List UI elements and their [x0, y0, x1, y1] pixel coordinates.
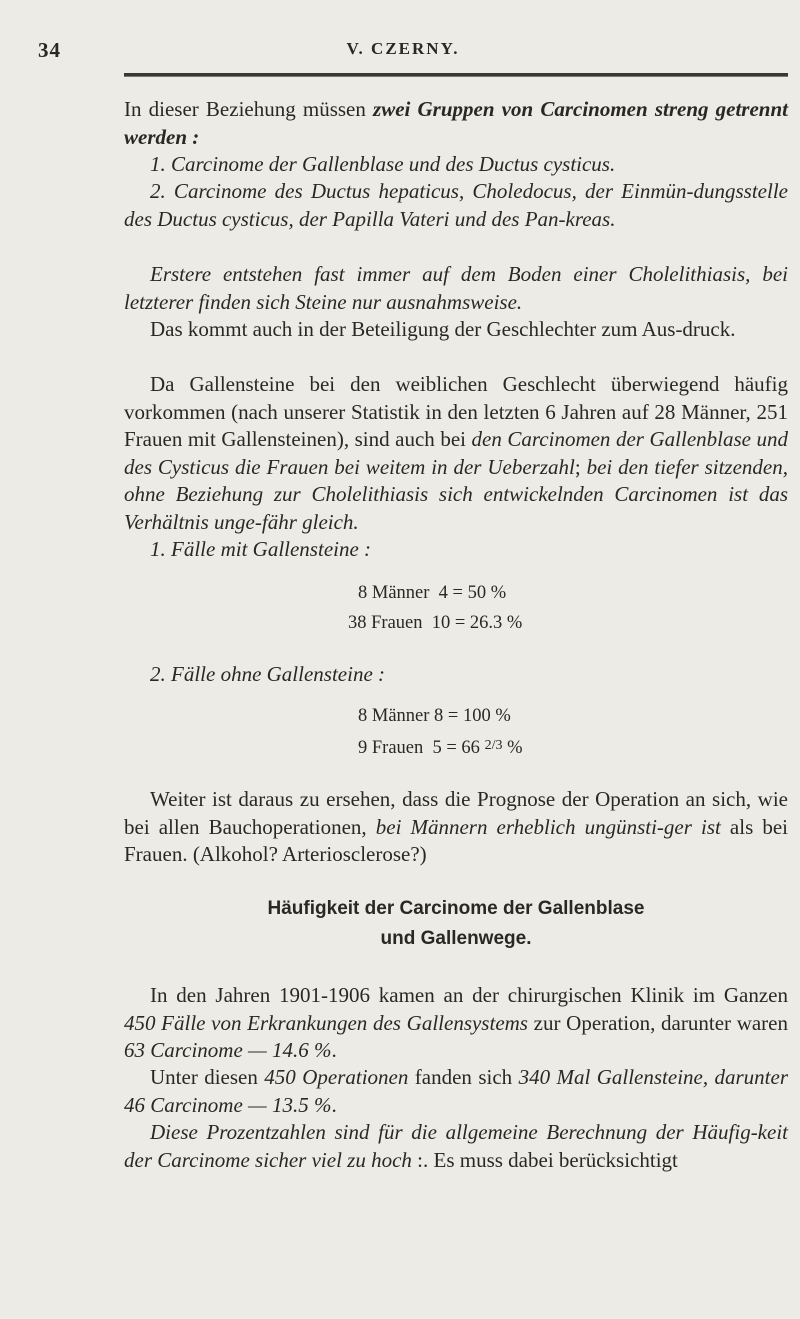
paragraph-intro [124, 96, 788, 151]
case-1-row-2: 38 Frauen 10 = 26.3 % [348, 613, 523, 633]
list-item-1-text: 1. Carcinome der Gallenblase und des Ductus cysticus. [150, 152, 616, 176]
paragraph-geschlechter [124, 316, 788, 344]
page-header [0, 38, 800, 68]
p7-text-a: Unter diesen [150, 1065, 265, 1089]
p6-emphasis-b: 450 Fälle von Erkrankungen des Gallensystems [124, 1010, 528, 1035]
p7-text-e: . [331, 1092, 337, 1117]
p5-emphasis-b: bei Männern erheblich ungünsti-ger ist [375, 814, 721, 839]
paragraph-prognose [124, 786, 788, 869]
case-2-title [124, 661, 788, 689]
section-heading: Häufigkeit der Carcinome der Gallenblase und Gallenwege. [267, 898, 645, 949]
p6-text-a: In den Jahren 1901-1906 kamen an der chirurgischen Klinik im Ganzen [150, 983, 788, 1007]
p8-emphasis-a: Diese Prozentzahlen sind für die allgemeine Berechnung der Häufig-keit der Carcinome sicher viel zu hoch [124, 1120, 788, 1172]
p8-text-b: :. Es muss dabei berücksichtigt [411, 1147, 678, 1172]
p7-text-c: fanden sich [408, 1065, 519, 1089]
list-item-1 [124, 151, 788, 179]
paragraph-gallensteine [124, 371, 788, 536]
case-2-row-2-fraction: 2/3 [484, 738, 503, 753]
case-1-title-text: 1. Fälle mit Gallensteine : [150, 537, 372, 561]
p4-text-a: Da Gallensteine bei den weiblichen Geschlecht überwiegend häufig vorkommen (nach unserer Statistik in den letzten 6 Jahren auf 28 Männer, 251 Frauen mit Gallensteinen), sind auch bei [124, 372, 788, 451]
case-2-row-1: 8 Männer 8 = 100 % [358, 706, 511, 726]
p5-text-a: Weiter ist daraus zu ersehen, dass die Prognose der Operation an sich, wie bei allen Bauchoperationen, [124, 787, 788, 839]
p5-text-c: als bei Frauen. (Alkohol? Arteriosclerose?) [124, 814, 788, 866]
paragraph-prozentzahlen [124, 1119, 788, 1174]
paragraph-erstere-text: Erstere entstehen fast immer auf dem Boden einer Cholelithiasis, bei letzterer finden sich Steine nur ausnahmsweise. [124, 262, 788, 314]
case-2-row-2-b: % [502, 738, 523, 758]
p6-text-c: zur Operation, darunter waren [527, 1010, 788, 1035]
p7-emphasis-d: 340 Mal Gallensteine, darunter 46 Carcinome — 13.5 % [124, 1065, 789, 1117]
list-item-2 [124, 178, 788, 233]
running-title: V. CZERNY. [346, 39, 460, 58]
header-rule [124, 73, 788, 77]
p4-emphasis-d: bei den tiefer sitzenden, ohne Beziehung zur Cholelithiasis sich entwickelnden Carcinomen ist das Verhältnis unge-fähr gleich. [124, 454, 788, 534]
paragraph-erstere [124, 261, 788, 316]
intro-text: In dieser Beziehung müssen [124, 97, 374, 121]
case-2-title-text: 2. Fälle ohne Gallensteine : [150, 662, 386, 686]
p6-emphasis-d: 63 Carcinome — 14.6 % [124, 1038, 332, 1062]
case-2-row-2 [358, 732, 523, 762]
paragraph-operationen [124, 1064, 788, 1119]
p4-text-c: ; [574, 454, 587, 479]
case-1-row-1: 8 Männer 4 = 50 % [358, 583, 507, 603]
paragraph-geschlechter-text: Das kommt auch in der Beteiligung der Geschlechter zum Aus-druck. [150, 317, 736, 341]
case-2-row-2-a: 9 Frauen 5 = 66 [358, 738, 485, 758]
case-1-title [124, 536, 788, 564]
p7-emphasis-b: 450 Operationen [264, 1065, 409, 1089]
intro-emphasis: zwei Gruppen von Carcinomen streng getrennt werden : [124, 97, 788, 149]
list-item-2-text: 2. Carcinome des Ductus hepaticus, Choledocus, der Einmün-dungsstelle des Ductus cysticus, der Papilla Vateri und des Pan-kreas. [124, 179, 788, 231]
page-number: 34 [38, 38, 61, 62]
p6-text-e: . [331, 1038, 337, 1062]
paragraph-jahren [124, 982, 788, 1065]
p4-emphasis-b: den Carcinomen der Gallenblase und des Cysticus die Frauen bei weitem in der Ueberzahl [124, 427, 789, 479]
